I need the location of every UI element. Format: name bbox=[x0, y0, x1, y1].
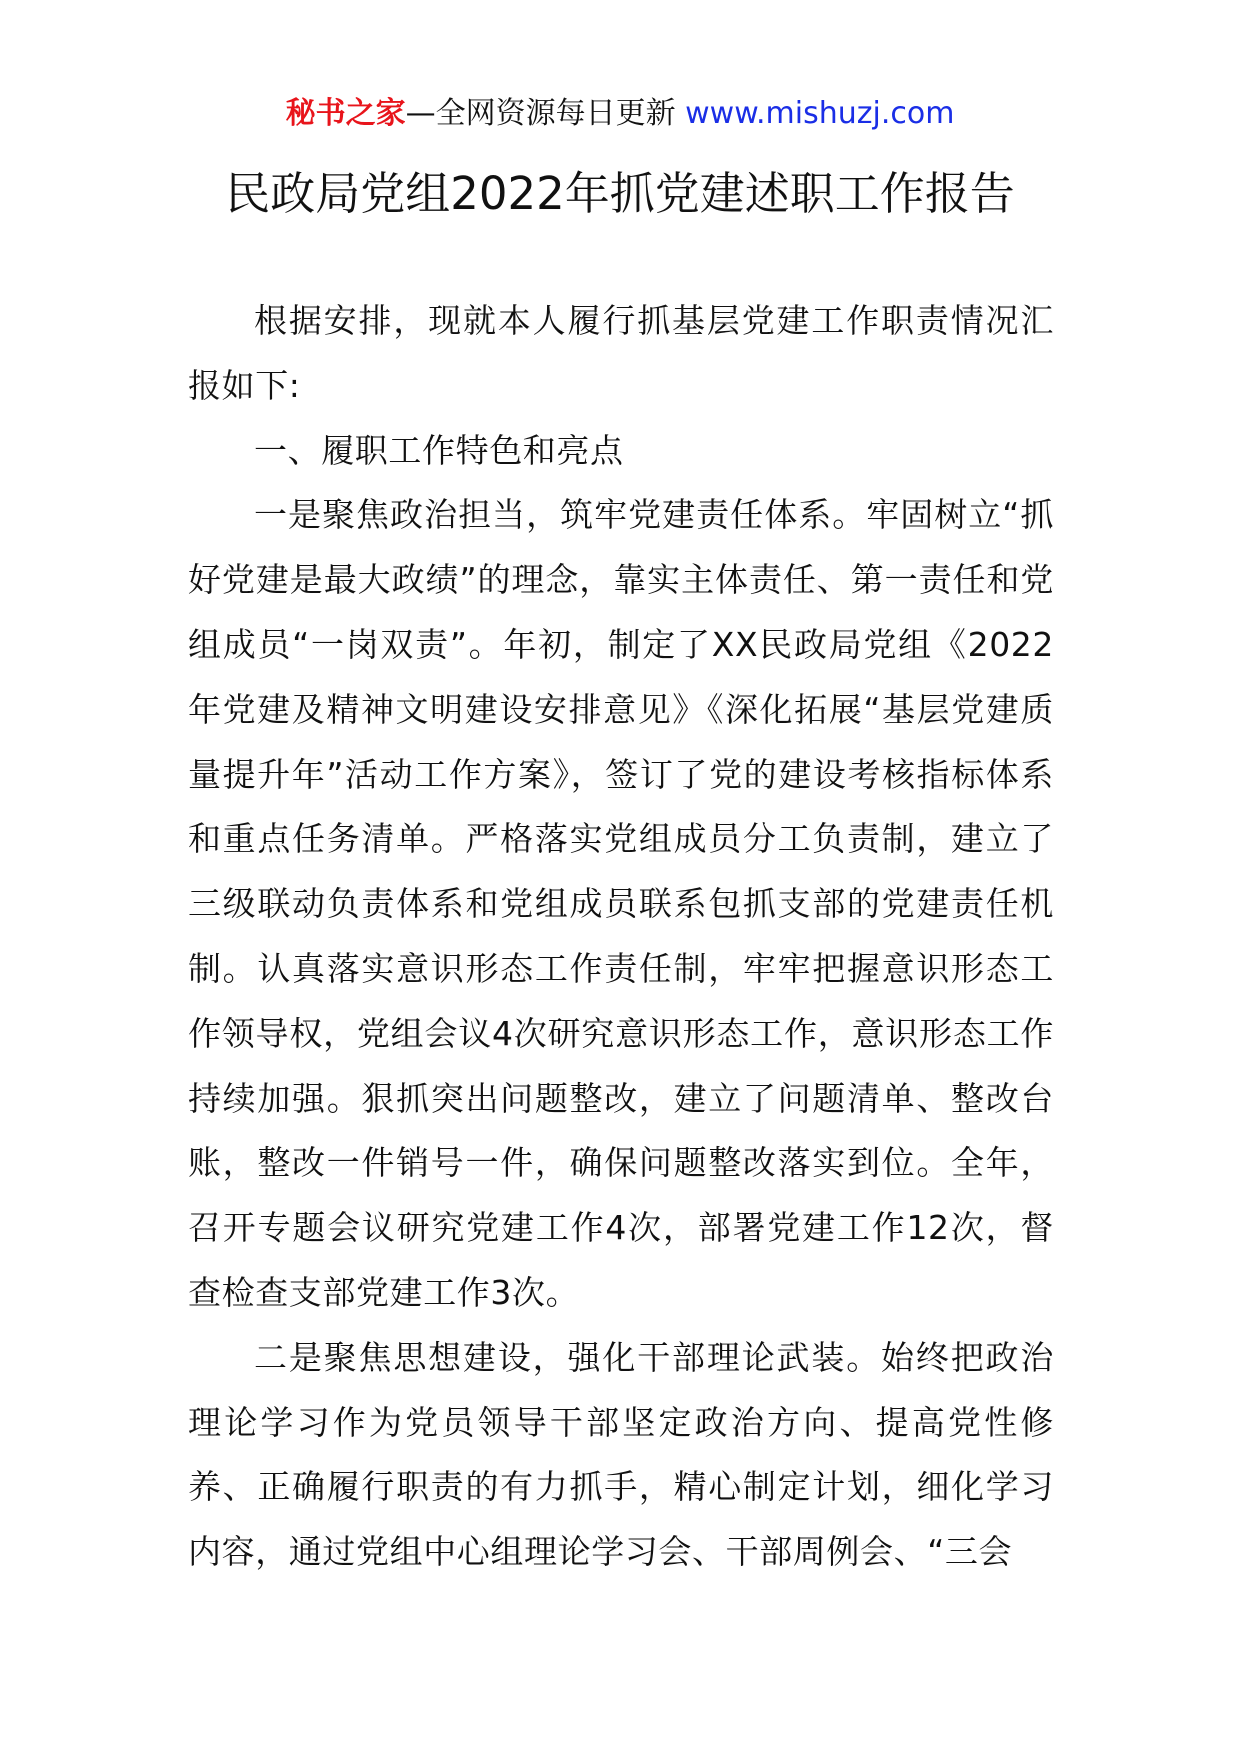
section-heading: 一、履职工作特色和亮点 bbox=[254, 430, 624, 470]
header-banner bbox=[0, 94, 1240, 134]
banner-slogan: —全网资源每日更新 bbox=[405, 96, 676, 131]
paragraph-intro: 根据安排，现就本人履行抓基层党建工作职责情况汇报如下: bbox=[188, 301, 1054, 405]
document-body bbox=[188, 289, 1054, 1585]
paragraph: 一是聚焦政治担当，筑牢党建责任体系。牢固树立“抓好党建是最大政绩”的理念，靠实主体责任、第一责任和党组成员“一岗双责”。年初，制定了XX民政局党组《2022年党建及精神文明建设安排意见》《深化拓展“基层党建质量提升年”活动工作方案》，签订了党的建设考核指标体系和重点任务清单。严格落实党组成员分工负责制，建立了三级联动负责体系和党组成员联系包抓支部的党建责任机制。认真落实意识形态工作责任制，牢牢把握意识形态工作领导权，党组会议4次研究意识形态工作，意识形态工作持续加强。狠抓突出问题整改，建立了问题清单、整改台账，整改一件销号一件，确保问题整改落实到位。全年，召开专题会议研究党建工作4次，部署党建工作12次，督查检查支部党建工作3次。 bbox=[188, 495, 1054, 1312]
document-title: 民政局党组2022年抓党建述职工作报告 bbox=[225, 167, 1015, 220]
paragraph: 二是聚焦思想建设，强化干部理论武装。始终把政治理论学习作为党员领导干部坚定政治方向、提高党性修养、正确履行职责的有力抓手，精心制定计划，细化学习内容，通过党组中心组理论学习会、干部周例会、“三会 bbox=[188, 1337, 1054, 1572]
website-link[interactable]: www.mishuzj.com bbox=[685, 96, 955, 131]
brand-name: 秘书之家 bbox=[285, 96, 406, 131]
